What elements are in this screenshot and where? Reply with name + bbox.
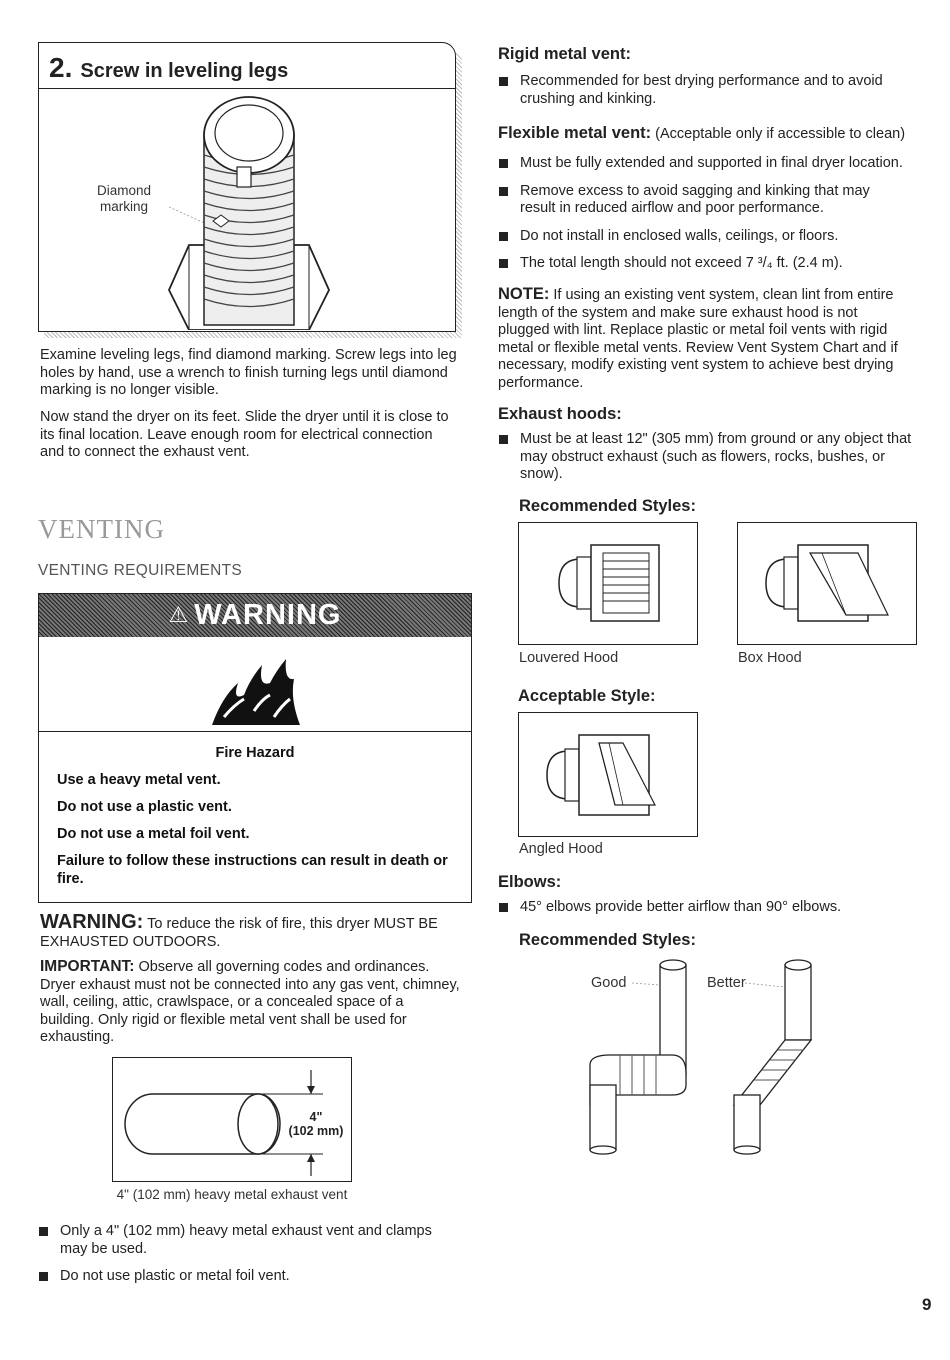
recommended-elbows-heading: Recommended Styles: [519, 931, 696, 949]
exhaust-bullet-list [498, 431, 923, 494]
warning-header-label: WARNING [194, 599, 342, 632]
rigid-heading: Rigid metal vent: [498, 45, 631, 63]
step-para-2: Now stand the dryer on its feet. Slide the dryer until it is close to its final location. Leave enough room for electrical connection and to connect the exhaust vent. [40, 409, 449, 460]
step-title: Screw in leveling legs [80, 60, 289, 82]
flexible-bullet-list [498, 155, 928, 283]
flexible-heading-line [498, 125, 928, 144]
angled-caption: Angled Hood [519, 841, 603, 857]
list-item: Must be fully extended and supported in final dryer location. [498, 155, 928, 173]
vent-diagram-box [112, 1057, 352, 1182]
louvered-hood-box [518, 522, 698, 645]
page-number: 9 [922, 1295, 932, 1314]
warning-label: WARNING: [40, 911, 144, 933]
note-paragraph [498, 286, 913, 392]
fire-icon [204, 647, 304, 727]
warning-line-3: Do not use a metal foil vent. [57, 826, 250, 842]
leveling-leg-illustration [149, 95, 349, 330]
warning-line-4: Failure to follow these instructions can result in death or fire. [57, 853, 448, 887]
acceptable-heading: Acceptable Style: [518, 687, 656, 705]
warning-line-1: Use a heavy metal vent. [57, 772, 221, 788]
step-box [38, 42, 456, 332]
list-item: Recommended for best drying performance and to avoid crushing and kinking. [498, 73, 923, 108]
venting-subtitle: VENTING REQUIREMENTS [38, 562, 243, 579]
important-text: Observe all governing codes and ordinances. Dryer exhaust must not be connected into any gas vent, chimney, wall, ceiling, attic, crawlspace, or a concealed space of a building. Only rigid or flexible metal vent shall be used for exhausting. [40, 959, 460, 1045]
step-number: 2. [49, 52, 73, 83]
good-label: Good [591, 975, 627, 991]
recommended-hoods-heading: Recommended Styles: [519, 497, 696, 515]
warning-header [39, 594, 471, 637]
rigid-bullet-list [498, 73, 923, 118]
step-para-1: Examine leveling legs, find diamond marking. Screw legs into leg holes by hand, use a wrench to finish turning legs until diamond marking is no longer visible. [40, 347, 457, 398]
louvered-hood-illustration [519, 523, 699, 646]
warning-text: To reduce the risk of fire, this dryer MUST BE EXHAUSTED OUTDOORS. [40, 916, 438, 950]
list-item: Remove excess to avoid sagging and kinking that may result in reduced airflow and poor performance. [498, 183, 928, 218]
box-hood-box [737, 522, 917, 645]
vent-caption: 4" (102 mm) heavy metal exhaust vent [116, 1187, 348, 1202]
list-item: 45° elbows provide better airflow than 90° elbows. [498, 899, 923, 917]
important-label: IMPORTANT: [40, 958, 135, 975]
elbows-heading: Elbows: [498, 873, 562, 891]
note-text: If using an existing vent system, clean lint from entire length of the system and make sure exhaust hood is not plugged with lint. Replace plastic or metal foil vents with rigid metal or flexible metal vents. Review Vent System Chart and if necessary, modify existing vent system to achieve best drying performance. [498, 287, 898, 391]
elbows-illustration [580, 955, 850, 1155]
hazard-title: Fire Hazard [215, 745, 295, 761]
angled-hood-box [518, 712, 698, 837]
warning-triangle-icon: ⚠ [168, 602, 189, 628]
better-label: Better [707, 975, 746, 991]
diamond-label: Diamond marking [96, 183, 152, 214]
list-item: Only a 4" (102 mm) heavy metal exhaust vent and clamps may be used. [38, 1223, 458, 1258]
list-item: Must be at least 12" (305 mm) from ground or any object that may obstruct exhaust (such as flowers, rocks, bushes, or snow). [498, 431, 923, 484]
step-header [39, 43, 455, 89]
list-item: Do not use plastic or metal foil vent. [38, 1268, 458, 1286]
warning-box [38, 593, 472, 903]
exhaust-heading: Exhaust hoods: [498, 405, 622, 423]
left-bullet-list [38, 1223, 458, 1296]
box-caption: Box Hood [738, 650, 802, 666]
flexible-note: (Acceptable only if accessible to clean) [655, 126, 906, 142]
note-label: NOTE: [498, 285, 550, 303]
warning-line-2: Do not use a plastic vent. [57, 799, 232, 815]
warning-paragraph [40, 911, 460, 951]
venting-title: VENTING [38, 514, 165, 544]
louvered-caption: Louvered Hood [519, 650, 619, 666]
list-item: Do not install in enclosed walls, ceilings, or floors. [498, 228, 928, 246]
angled-hood-illustration [519, 713, 699, 838]
box-hood-illustration [738, 523, 918, 646]
list-item: The total length should not exceed 7 ³/₄ ft. (2.4 m). [498, 255, 928, 273]
flexible-heading: Flexible metal vent: [498, 124, 652, 142]
warning-body [39, 732, 471, 888]
vent-dim-label: 4" (102 mm) [288, 1110, 344, 1138]
elbows-bullet-list [498, 899, 923, 927]
important-paragraph [40, 958, 460, 1047]
warning-icon-area [39, 637, 471, 732]
